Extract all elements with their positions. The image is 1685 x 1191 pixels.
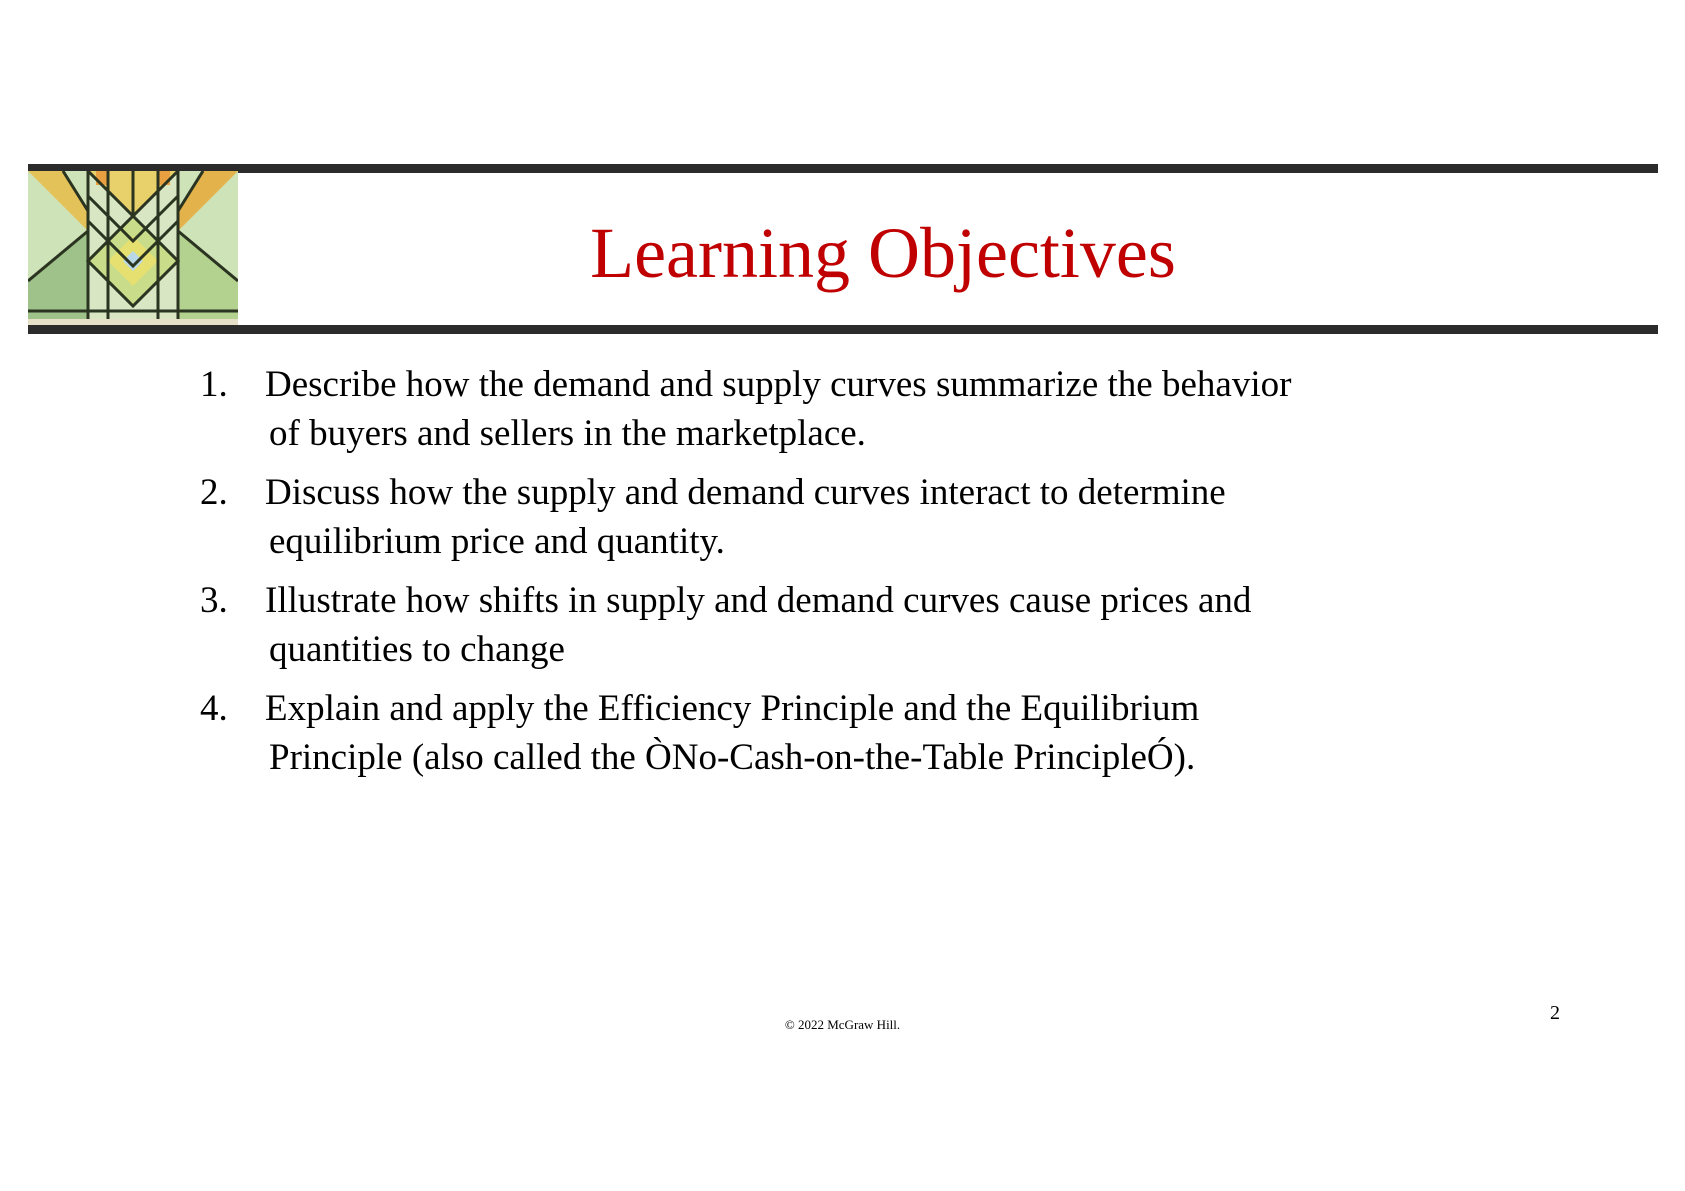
objective-text-line2: of buyers and sellers in the marketplace.	[269, 413, 866, 454]
stained-glass-icon	[28, 171, 238, 326]
objective-item	[200, 684, 1500, 782]
objective-number: 1.	[200, 364, 228, 405]
copyright-notice: © 2022 McGraw Hill.	[784, 1017, 901, 1032]
objectives-list	[200, 360, 1500, 792]
objective-text-line2: quantities to change	[269, 629, 565, 670]
objective-text-line1: Discuss how the supply and demand curves interact to determine	[265, 472, 1226, 513]
objective-text-line1: Describe how the demand and supply curves summarize the behavior	[265, 364, 1292, 405]
objective-number: 4.	[200, 688, 228, 729]
page-number: 2	[1550, 1002, 1560, 1024]
objective-item	[200, 360, 1500, 458]
objective-number: 2.	[200, 472, 228, 513]
objective-item	[200, 468, 1500, 566]
objective-number: 3.	[200, 580, 228, 621]
objective-text-line1: Illustrate how shifts in supply and demand curves cause prices and	[265, 580, 1252, 621]
objective-text-line2: Principle (also called the ÒNo-Cash-on-the-Table PrincipleÓ).	[269, 737, 1196, 778]
objective-text-line2: equilibrium price and quantity.	[269, 521, 725, 562]
header-top-rule	[28, 164, 1658, 173]
objective-item	[200, 576, 1500, 674]
slide-title: Learning Objectives	[590, 213, 1176, 293]
objective-text-line1: Explain and apply the Efficiency Principle and the Equilibrium	[265, 688, 1200, 729]
header-bottom-rule	[28, 325, 1658, 334]
